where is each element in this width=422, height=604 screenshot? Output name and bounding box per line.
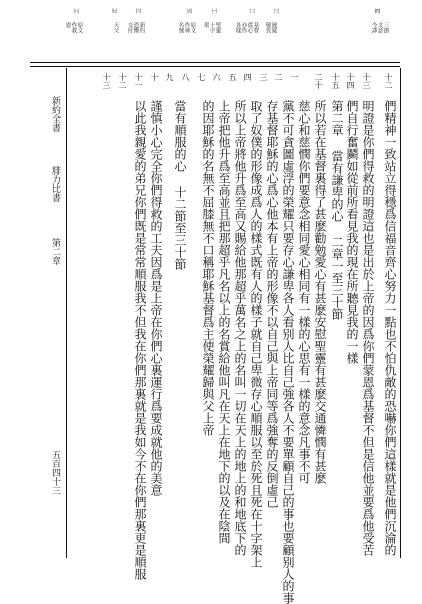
verse-number: 十五	[331, 73, 340, 89]
text-column: 上帝把他升爲至高並且把那超乎凡名以上的名賞給他叫凡在天上在地下的以及在陰間	[217, 100, 231, 544]
footnote-text: 今譯	[370, 22, 377, 33]
page-number: 五百四十三	[50, 450, 60, 495]
footnote-marker: ㈠	[210, 8, 217, 14]
footnote-text: 文意	[376, 22, 383, 33]
footnote-marker: ㈣	[373, 8, 380, 14]
footnote-8	[72, 8, 78, 14]
footnote-marker: ㈤	[185, 8, 192, 14]
verse-number: 十四	[346, 73, 355, 89]
verse-number: 十	[150, 73, 159, 81]
footnote-text: 原文	[76, 22, 83, 33]
verse-number: 三	[259, 73, 268, 81]
text-column: 所以上帝將他升爲至高又賜給他那超乎萬名之上的名叫一切在天上的地上的和地底下的	[233, 100, 247, 556]
text-column: 所以若在基督裏得了甚麽勸勉愛心有甚麽安慰聖靈有甚麽交通憐憫有甚麽	[313, 100, 327, 484]
verse-number: 四	[243, 73, 252, 81]
text-column: 取了奴僕的形像成爲人的樣式既有人的樣子就自己卑微存心順服以至於死且死在十字架上	[249, 100, 263, 568]
header-rule	[30, 62, 400, 63]
footnote-text: 三節	[382, 22, 389, 33]
footnote-text: 交付	[126, 22, 133, 33]
text-column: 以此我親愛的弟兄你們既是常常順服我不但我在你們那裏就是我如今不在你們那裏更是順服	[133, 100, 147, 580]
text-column: 的因耶穌的名無不屈膝無不口稱耶穌基督爲主使榮耀歸與父上帝	[201, 100, 215, 436]
verse-number: 十二	[118, 73, 127, 89]
footnote-text: 十字	[208, 22, 215, 33]
footnote-text: 各樣	[234, 22, 241, 33]
verse-number: 十三	[362, 73, 371, 89]
footnote-text: 作救	[70, 22, 77, 33]
footnote-2	[248, 8, 254, 14]
footnote-5	[185, 8, 191, 14]
chapter-label: 第二章	[50, 238, 60, 265]
footnote-6	[134, 8, 140, 14]
section-heading: 當有順服的心 十二節至三十節	[173, 100, 187, 270]
verse-number: 五	[228, 73, 237, 81]
text-column: 存基督耶穌的心爲心他本有上帝的形像不以自己與上帝同等爲強奪的反倒虛己	[265, 100, 279, 508]
footnote-text: 天父	[112, 22, 119, 33]
footnote-text: 作神	[183, 22, 190, 33]
book-title: 新約全書	[50, 96, 60, 132]
text-column: 謹慎小心完全你們得救的工夫因爲是上帝在你們心裏運行爲要成就他的美意	[149, 100, 163, 496]
text-column: 慈心和慈憫你們要意念相同愛心相同有一樣的心思有一樣的意念凡事不可	[297, 100, 311, 484]
verse-number: 八	[181, 73, 190, 81]
footnote-text: 恐懼	[132, 22, 139, 33]
footnote-text: 聖靈	[214, 22, 221, 33]
header-rule-inner	[30, 66, 400, 67]
footnote-text: 恩	[64, 22, 71, 28]
verse-number: 七	[197, 73, 206, 81]
verse-number: 十三	[102, 73, 111, 89]
footnote-text: 名號	[177, 22, 184, 33]
section-heading: 第二章 當有謙卑的心 二章一至三十節	[330, 100, 344, 320]
footnote-marker: ㈧	[72, 8, 79, 14]
footnote-7	[110, 8, 116, 14]
text-column: 們精神一致站立得穩爲信福音齊心努力一點也不怕仇敵的恐嚇你們這樣就是他們沉淪的	[383, 100, 397, 556]
verse-number: 九	[165, 73, 174, 81]
margin-rule	[66, 68, 67, 558]
footnote-marker: ㈥	[134, 8, 141, 14]
footnote-text: 敬畏	[264, 22, 271, 33]
verse-number: 二十	[314, 73, 323, 89]
footnote-text: 從心	[246, 22, 253, 33]
text-column: 明證是你們得救的明證這也是出於上帝的因爲你們蒙恩爲基督不但是信他並要爲他受苦	[361, 100, 375, 556]
footnote-1	[210, 8, 216, 14]
book-name: 腓力比書	[50, 166, 60, 202]
text-column: 們自行奮鬬如從前所看見我的現在所聽見我的一樣	[345, 100, 359, 364]
footnote-marker: ㈦	[110, 8, 117, 14]
footnote-text: 新約	[138, 22, 145, 33]
footnote-text: 基督	[252, 22, 259, 33]
footnote-text: 亦作	[240, 22, 247, 33]
footnote-marker: ㈡	[248, 8, 255, 14]
footnote-text: 原文	[189, 22, 196, 33]
verse-number: 二	[274, 73, 283, 81]
verse-number: 六	[212, 73, 221, 81]
verse-number: 十二	[384, 73, 393, 89]
footnote-3	[272, 8, 278, 14]
footnote-marker: ㈢	[272, 8, 279, 14]
footnote-text: 架	[202, 22, 209, 28]
footnote-4	[373, 8, 379, 14]
verse-number: 一	[290, 73, 299, 81]
text-column: 黨不可貪圖虛浮的榮耀只要存心謙卑各人看别人比自己強各人不要單顧自己的事也要顧别人的事	[281, 100, 295, 604]
footnote-text: 遲疑	[270, 22, 277, 33]
right-rule	[400, 68, 401, 558]
verse-number: 十一	[134, 73, 143, 89]
